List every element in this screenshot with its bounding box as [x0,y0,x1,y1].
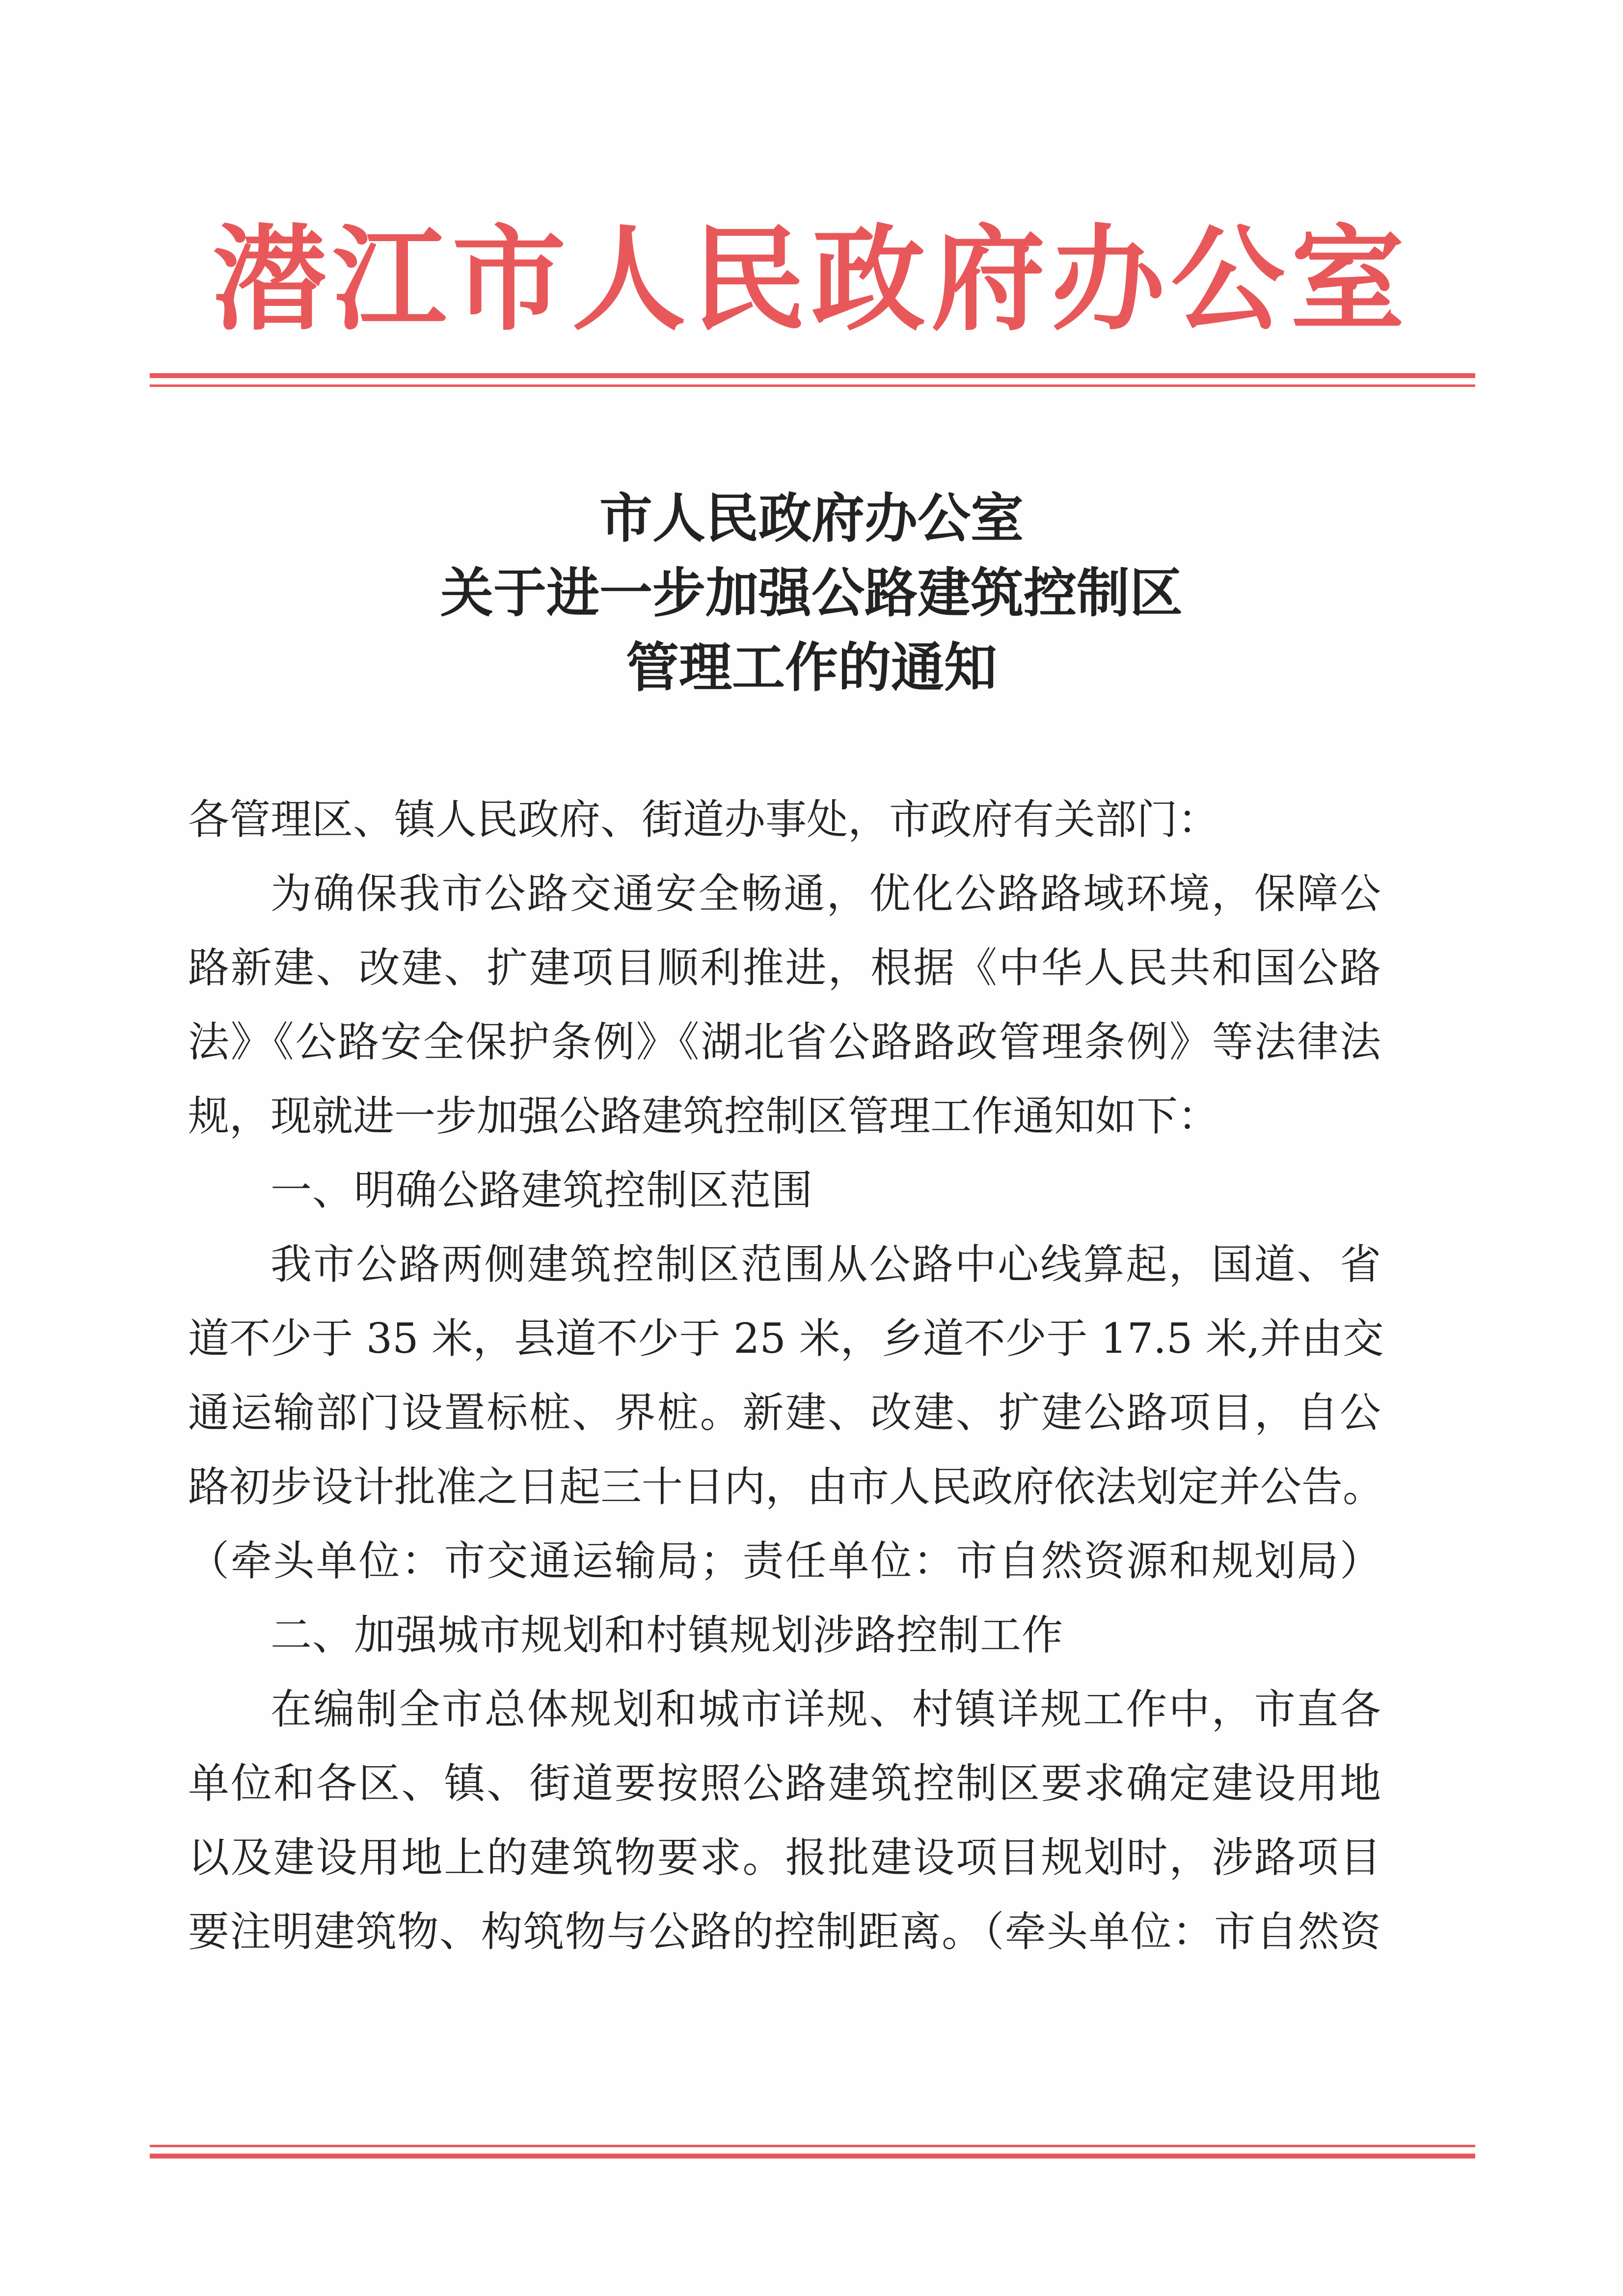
footer-rule-thin [150,2145,1475,2147]
masthead-rule-thick [150,373,1475,378]
intro-line: 法》《公路安全保护条例》《湖北省公路路政管理条例》等法律法 [188,1018,1381,1066]
section-1-line: 我市公路两侧建筑控制区范围从公路中心线算起，国道、省 [270,1240,1381,1288]
footer-rule-thick [150,2154,1475,2159]
intro-line: 路新建、改建、扩建项目顺利推进，根据《中华人民共和国公路 [188,944,1381,992]
section-2-heading: 二、加强城市规划和村镇规划涉路控制工作 [270,1611,1064,1659]
section-2-line: 单位和各区、镇、街道要按照公路建筑控制区要求确定建设用地 [188,1759,1381,1807]
masthead-org-name: 潜江市人民政府办公室 [212,214,1410,346]
section-2-line: 在编制全市总体规划和城市详规、村镇详规工作中，市直各 [270,1685,1381,1733]
section-1-line: 道不少于 35 米，县道不少于 25 米，乡道不少于 17.5 米,并由交 [188,1314,1384,1363]
intro-line: 规，现就进一步加强公路建筑控制区管理工作通知如下： [188,1092,1219,1140]
masthead-rule-thin [150,384,1475,387]
section-1-line: （牵头单位：市交通运输局；责任单位：市自然资源和规划局） [188,1537,1381,1585]
title-line-1: 市人民政府办公室 [599,488,1024,549]
section-1-heading: 一、明确公路建筑控制区范围 [270,1166,813,1214]
section-1-line: 路初步设计批准之日起三十日内，由市人民政府依法划定并公告。 [188,1463,1384,1511]
title-line-3: 管理工作的通知 [625,637,997,699]
section-1-line: 通运输部门设置标桩、界桩。新建、改建、扩建公路项目，自公 [188,1389,1381,1437]
intro-line: 为确保我市公路交通安全畅通，优化公路路域环境，保障公 [270,870,1381,918]
title-line-2: 关于进一步加强公路建筑控制区 [440,562,1183,624]
document-title [196,481,1427,705]
document-body [188,783,1384,1969]
addressee: 各管理区、镇人民政府、街道办事处，市政府有关部门： [188,795,1219,844]
section-2-line: 要注明建筑物、构筑物与公路的控制距离。（牵头单位：市自然资 [188,1908,1381,1956]
section-2-line: 以及建设用地上的建筑物要求。报批建设项目规划时，涉路项目 [188,1833,1381,1882]
